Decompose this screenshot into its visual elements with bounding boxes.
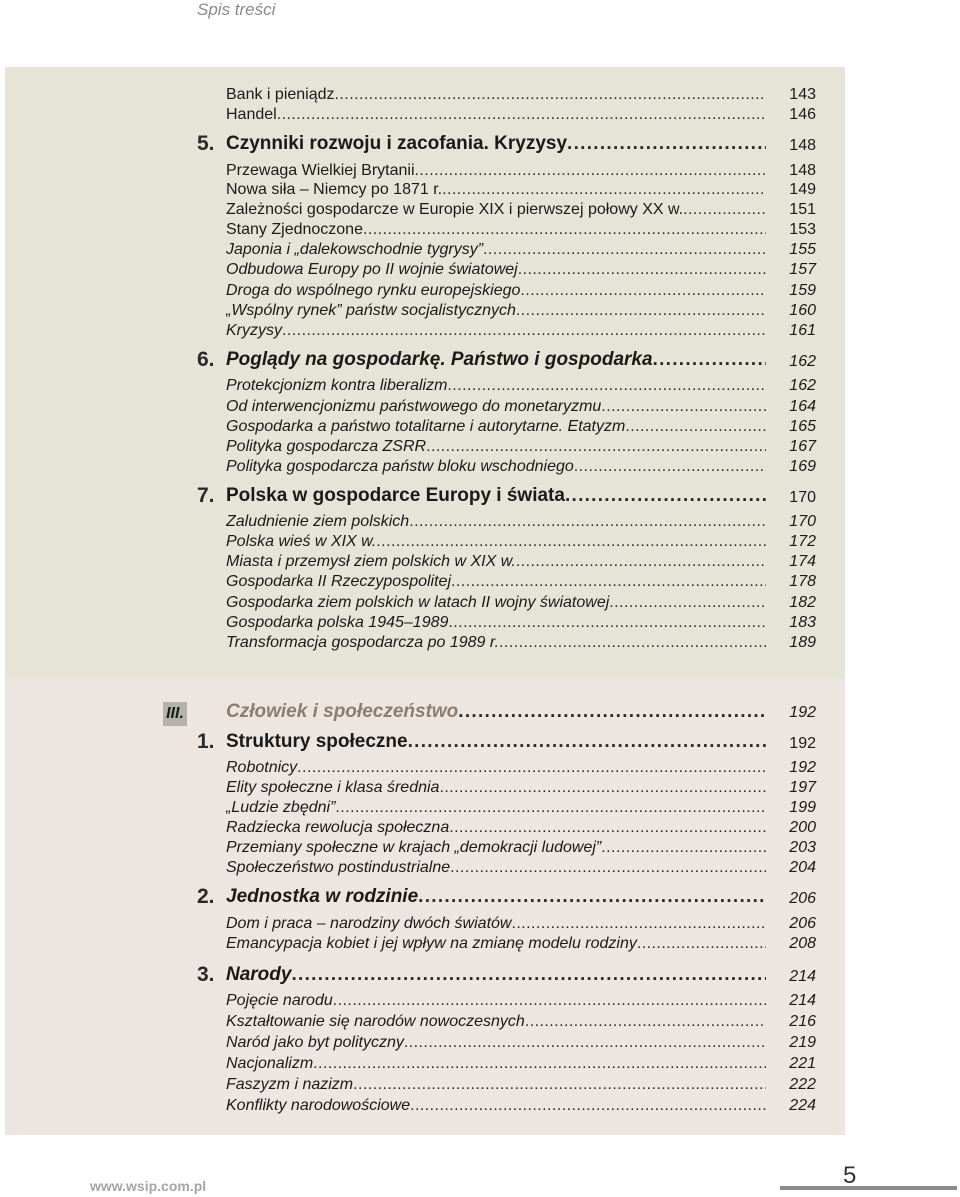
toc-page-number: 221 [789, 1055, 816, 1072]
dot-leader [637, 935, 766, 953]
chapter-number: 3. [197, 963, 215, 986]
toc-entry-line [226, 1055, 766, 1073]
toc-page-number: 192 [789, 704, 816, 721]
dot-leader [353, 1076, 766, 1094]
dot-leader [335, 799, 766, 817]
toc-entry-title: „Ludzie zbędni” [226, 799, 336, 816]
toc-entry-title: Konflikty narodowościowe [226, 1097, 411, 1114]
dot-leader [601, 398, 766, 416]
page-number: 5 [843, 1162, 857, 1189]
toc-entry-line [226, 438, 766, 456]
toc-page-number: 159 [789, 282, 816, 299]
toc-entry-title: Poglądy na gospodarkę. Państwo i gospodarka [226, 349, 653, 370]
toc-page-number: 219 [789, 1034, 816, 1051]
toc-entry-title: „Wspólny rynek” państw socjalistycznych [226, 302, 516, 319]
toc-entry-line [226, 533, 766, 551]
dot-leader [574, 458, 766, 476]
dot-leader [609, 594, 766, 612]
toc-entry-line [226, 106, 766, 124]
toc-entry-line [226, 322, 766, 340]
toc-entry-title: Społeczeństwo postindustrialne [226, 859, 451, 876]
toc-entry-line [226, 1097, 766, 1115]
toc-page-number: 160 [789, 302, 816, 319]
toc-page-number: 206 [789, 915, 816, 932]
toc-entry-line [226, 513, 766, 531]
toc-entry-line [226, 133, 766, 155]
toc-entry-title: Nowa siła – Niemcy po 1871 r. [226, 181, 443, 198]
toc-entry-line [226, 1034, 766, 1052]
toc-entry-line [226, 731, 766, 753]
toc-page-number: 178 [789, 573, 816, 590]
toc-entry-line [226, 485, 766, 507]
toc-entry-line [226, 418, 766, 436]
toc-entry-line [226, 398, 766, 416]
toc-page-number: 216 [789, 1013, 816, 1030]
toc-entry-title: Czynniki rozwoju i zacofania. Kryzysy [226, 133, 568, 154]
dot-leader [297, 759, 766, 777]
toc-entry-title: Japonia i „dalekowschodnie tygrysy” [226, 241, 484, 258]
toc-entry-line [226, 634, 766, 652]
dot-leader [516, 302, 766, 320]
toc-entry-title: Miasta i przemysł ziem polskich w XIX w. [226, 553, 516, 570]
dot-leader [409, 513, 766, 531]
toc-entry-line [226, 1013, 766, 1031]
toc-entry-line [226, 819, 766, 837]
chapter-number: 6. [197, 348, 215, 371]
footer-rule [780, 1186, 957, 1190]
dot-leader [499, 634, 766, 652]
toc-page-number: 197 [789, 779, 816, 796]
toc-entry-title: Odbudowa Europy po II wojnie światowej [226, 261, 518, 278]
toc-entry-title: Gospodarka II Rzeczypospolitej [226, 573, 451, 590]
dot-leader [653, 349, 766, 371]
dot-leader [625, 418, 766, 436]
toc-entry-title: Faszyzm i nazizm [226, 1076, 354, 1093]
toc-entry-title: Naród jako byt polityczny [226, 1034, 404, 1051]
dot-leader [516, 553, 766, 571]
dot-leader [518, 261, 766, 279]
publisher-url[interactable]: www.wsip.com.pl [90, 1178, 207, 1194]
toc-entry-line [226, 221, 766, 239]
toc-entry-title: Polityka gospodarcza państw bloku wschodniego [226, 458, 574, 475]
toc-entry-line [226, 915, 766, 933]
toc-entry-title: Gospodarka polska 1945–1989 [226, 614, 449, 631]
toc-entry-title: Protekcjonizm kontra liberalizm [226, 377, 448, 394]
dot-leader [483, 241, 766, 259]
toc-entry-title: Elity społeczne i klasa średnia [226, 779, 440, 796]
toc-entry-line [226, 935, 766, 953]
toc-page-number: 203 [789, 839, 816, 856]
toc-entry-title: Pojęcie narodu [226, 992, 333, 1009]
dot-leader [335, 86, 766, 104]
toc-page-number: 199 [789, 799, 816, 816]
dot-leader [410, 1097, 766, 1115]
toc-page-number: 192 [789, 759, 816, 776]
toc-page-number: 143 [789, 86, 816, 103]
toc-page-number: 214 [789, 968, 816, 985]
toc-entry-title: Emancypacja kobiet i jej wpływ na zmianę modelu rodziny [226, 935, 637, 952]
toc-entry-line [226, 458, 766, 476]
toc-entry-title: Transformacja gospodarcza po 1989 r. [226, 634, 500, 651]
toc-entry-line [226, 302, 766, 320]
toc-entry-title: Dom i praca – narodziny dwóch światów [226, 915, 512, 932]
toc-page-number: 162 [789, 353, 816, 370]
toc-entry-line [226, 377, 766, 395]
toc-page-number: 189 [789, 634, 816, 651]
toc-entry-line [226, 759, 766, 777]
toc-page-number: 148 [789, 162, 816, 179]
toc-entry-line [226, 282, 766, 300]
dot-leader [458, 701, 766, 723]
dot-leader [565, 485, 766, 507]
dot-leader [426, 438, 766, 456]
dot-leader [601, 839, 766, 857]
dot-leader [404, 1034, 766, 1052]
toc-entry-title: Droga do wspólnego rynku europejskiego [226, 282, 521, 299]
dot-leader [376, 533, 766, 551]
toc-entry-line [226, 992, 766, 1010]
toc-entry-line [226, 201, 766, 219]
dot-leader [418, 886, 766, 908]
toc-entry-line [226, 553, 766, 571]
toc-page-number: 169 [789, 458, 816, 475]
toc-entry-line [226, 859, 766, 877]
toc-page-number: 200 [789, 819, 816, 836]
page-header: Spis treści [197, 0, 276, 19]
toc-entry-title: Przewaga Wielkiej Brytanii [226, 162, 415, 179]
toc-entry-title: Polska wieś w XIX w. [226, 533, 377, 550]
dot-leader [449, 819, 766, 837]
toc-entry-title: Polska w gospodarce Europy i świata [226, 485, 565, 506]
toc-page-number: 149 [789, 181, 816, 198]
toc-entry-title: Struktury społeczne [226, 731, 408, 752]
toc-page-number: 161 [789, 322, 816, 339]
toc-page-number: 167 [789, 438, 816, 455]
toc-entry-title: Nacjonalizm [226, 1055, 314, 1072]
toc-page-number: 222 [789, 1076, 816, 1093]
toc-page-number: 153 [789, 221, 816, 238]
toc-entry-line [226, 614, 766, 632]
toc-entry-line [226, 886, 766, 908]
toc-page-number: 172 [789, 533, 816, 550]
chapter-number: 1. [197, 730, 215, 753]
dot-leader [567, 133, 766, 155]
toc-entry-title: Gospodarka ziem polskich w latach II wojny światowej [226, 594, 610, 611]
chapter-number: 7. [197, 484, 215, 507]
dot-leader [408, 731, 766, 753]
toc-page-number: 164 [789, 398, 816, 415]
dot-leader [520, 282, 766, 300]
toc-entry-line [226, 594, 766, 612]
dot-leader [282, 322, 766, 340]
toc-entry-line [226, 701, 766, 723]
chapter-number: 5. [197, 132, 215, 155]
dot-leader [442, 181, 766, 199]
toc-entry-title: Bank i pieniądz [226, 86, 335, 103]
toc-entry-line [226, 261, 766, 279]
toc-page-number: 204 [789, 859, 816, 876]
toc-entry-title: Radziecka rewolucja społeczna [226, 819, 450, 836]
toc-page-number: 162 [789, 377, 816, 394]
toc-entry-title: Gospodarka a państwo totalitarne i autorytarne. Etatyzm [226, 418, 626, 435]
toc-page-number: 165 [789, 418, 816, 435]
toc-entry-title: Narody [226, 964, 292, 985]
toc-entry-line [226, 799, 766, 817]
dot-leader [525, 1013, 766, 1031]
part-number-badge: III. [163, 702, 187, 726]
toc-entry-title: Handel [226, 106, 277, 123]
toc-page-number: 224 [789, 1097, 816, 1114]
dot-leader [511, 915, 766, 933]
toc-entry-title: Przemiany społeczne w krajach „demokracji ludowej” [226, 839, 602, 856]
toc-entry-title: Jednostka w rodzinie [226, 886, 419, 907]
toc-page-number: 182 [789, 594, 816, 611]
toc-page-number: 174 [789, 553, 816, 570]
dot-leader [363, 221, 766, 239]
toc-entry-title: Zaludnienie ziem polskich [226, 513, 410, 530]
toc-entry-line [226, 241, 766, 259]
toc-entry-line [226, 779, 766, 797]
toc-page-number: 146 [789, 106, 816, 123]
toc-page-number: 170 [789, 489, 816, 506]
toc-page-number: 214 [789, 992, 816, 1009]
dot-leader [291, 964, 766, 986]
toc-entry-line [226, 86, 766, 104]
dot-leader [450, 859, 766, 877]
toc-entry-line [226, 964, 766, 986]
toc-page-number: 192 [789, 735, 816, 752]
dot-leader [683, 201, 766, 219]
toc-entry-title: Od interwencjonizmu państwowego do monetaryzmu [226, 398, 602, 415]
dot-leader [277, 106, 766, 124]
toc-page-number: 155 [789, 241, 816, 258]
toc-page-number: 157 [789, 261, 816, 278]
toc-page-number: 206 [789, 890, 816, 907]
toc-entry-title: Robotnicy [226, 759, 298, 776]
toc-entry-title: Stany Zjednoczone [226, 221, 363, 238]
toc-entry-line [226, 573, 766, 591]
toc-entry-line [226, 839, 766, 857]
dot-leader [447, 377, 766, 395]
toc-page-number: 183 [789, 614, 816, 631]
toc-entry-line [226, 1076, 766, 1094]
dot-leader [448, 614, 766, 632]
dot-leader [313, 1055, 766, 1073]
toc-entry-line [226, 162, 766, 180]
toc-entry-title: Zależności gospodarcze w Europie XIX i pierwszej połowy XX w. [226, 201, 684, 218]
toc-page-number: 148 [789, 137, 816, 154]
toc-page-number: 151 [789, 201, 816, 218]
toc-page-number: 170 [789, 513, 816, 530]
toc-entry-line [226, 349, 766, 371]
toc-entry-title: Kształtowanie się narodów nowoczesnych [226, 1013, 525, 1030]
toc-entry-title: Kryzysy [226, 322, 282, 339]
toc-entry-title: Polityka gospodarcza ZSRR [226, 438, 427, 455]
dot-leader [415, 162, 766, 180]
dot-leader [439, 779, 766, 797]
chapter-number: 2. [197, 885, 215, 908]
toc-entry-line [226, 181, 766, 199]
dot-leader [451, 573, 766, 591]
dot-leader [333, 992, 766, 1010]
toc-entry-title: Człowiek i społeczeństwo [226, 701, 459, 722]
toc-page-number: 208 [789, 935, 816, 952]
